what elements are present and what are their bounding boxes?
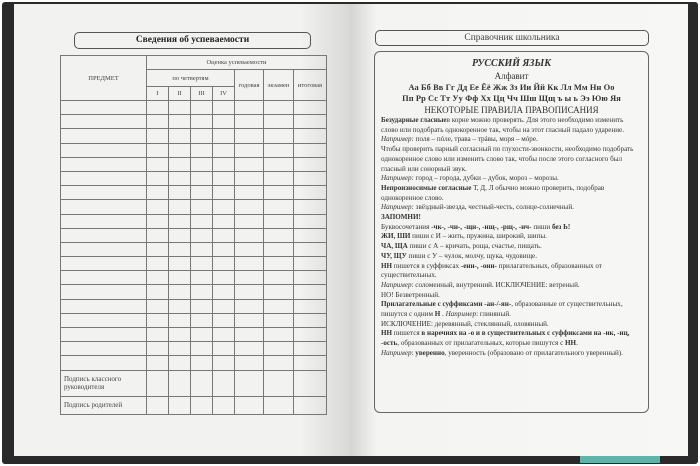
q2-header: II [169,86,191,100]
rule-text: пишется в суффиксах [392,261,461,270]
grade-cell[interactable] [213,328,235,342]
rule-text: пиши с У – чулок, молчу, щука, чудовище. [406,251,537,260]
grade-cell[interactable] [235,129,264,143]
grade-cell[interactable] [191,157,213,171]
rule-text: ЧА, ЩА [381,242,408,251]
grade-cell[interactable] [293,129,326,143]
year-header: годовая [235,70,264,101]
grade-row [61,242,327,256]
rule-text: пиши с А – кричать, роща, счастье, пищать. [407,242,542,251]
rule-text: . [576,339,578,348]
rule-text: Н [434,310,441,319]
grade-cell[interactable] [263,313,293,327]
grade-cell[interactable] [293,115,326,129]
grade-row [61,257,327,271]
rule-text: . [440,310,446,319]
grade-cell[interactable] [263,157,293,171]
signature-cell[interactable] [213,370,235,396]
grade-cell[interactable] [191,171,213,185]
grade-cell[interactable] [293,228,326,242]
rule-paragraph [381,320,642,330]
grade-cell[interactable] [213,313,235,327]
rule-text: Т, Д, Л обычно можно проверить, подобрав однокоренное слово. [381,183,605,202]
rule-text: -чк-, -чн-, -щн-, -нщ-, -рщ-, -нч- [431,222,532,231]
grade-cell[interactable] [213,101,235,115]
grade-cell[interactable] [169,271,191,285]
signature-cell[interactable] [191,396,213,414]
rule-paragraph [381,232,642,242]
grade-cell[interactable] [293,214,326,228]
rule-paragraph [381,329,642,348]
exam-header: экзамен [263,70,293,101]
rule-paragraph [381,213,642,223]
grade-row [61,356,327,370]
grade-cell[interactable] [61,271,147,285]
grade-cell[interactable] [61,328,147,342]
grade-cell[interactable] [169,299,191,313]
grade-cell[interactable] [263,342,293,356]
grade-cell[interactable] [235,257,264,271]
grade-cell[interactable] [263,299,293,313]
grade-cell[interactable] [263,115,293,129]
rule-paragraph [381,242,642,252]
grade-cell[interactable] [263,129,293,143]
rule-paragraph [381,174,642,184]
grade-cell[interactable] [169,257,191,271]
grade-cell[interactable] [235,313,264,327]
grade-cell[interactable] [191,143,213,157]
rule-paragraph [381,291,642,301]
grade-cell[interactable] [213,257,235,271]
grade-cell[interactable] [147,143,169,157]
rule-text: Например [445,310,477,319]
grade-cell[interactable] [191,129,213,143]
grade-cell[interactable] [213,356,235,370]
rule-paragraph [381,300,642,319]
left-page [14,4,350,456]
rule-paragraph [381,252,642,262]
rule-text: Например [381,348,412,357]
rule-text: пиши [531,222,552,231]
rule-paragraph [381,203,642,213]
rule-paragraph [381,223,642,233]
grade-cell[interactable] [191,242,213,256]
grade-cell[interactable] [263,171,293,185]
grade-cell[interactable] [191,257,213,271]
rule-text: Чтобы проверить парный согласный по глухости-звонкости, необходимо подобрать однокоренное слово или изменить слово так, чтобы после этого согласного был гласный или сонорный звук. [381,145,634,173]
signature-label: Подпись родителей [61,396,147,414]
signature-cell[interactable] [147,370,169,396]
signature-cell[interactable] [263,396,293,414]
grade-cell[interactable] [235,342,264,356]
grade-cell[interactable] [61,242,147,256]
alphabet-line: Пп Рр Сс Тт Уу Фф Хх Цц Чч Шш Щщ ъ ы ь Ээ Юю Яя [402,94,621,103]
grade-row [61,228,327,242]
rule-text: ЗАПОМНИ! [381,213,421,222]
grade-cell[interactable] [147,214,169,228]
grade-cell[interactable] [235,186,264,200]
rule-text: ЧУ, ЩУ [381,251,407,260]
grade-cell[interactable] [147,200,169,214]
rule-paragraph [381,184,642,203]
grade-cell[interactable] [235,285,264,299]
signature-label: Подпись классного руководителя [61,370,147,396]
signature-cell[interactable] [191,370,213,396]
grade-cell[interactable] [61,129,147,143]
grade-cell[interactable] [293,200,326,214]
grade-cell[interactable] [147,342,169,356]
rule-text: , уверенность (образовано от прилагательного уверенный). [444,348,623,357]
grade-cell[interactable] [191,101,213,115]
grade-row [61,328,327,342]
grade-cell[interactable] [263,271,293,285]
grade-cell[interactable] [213,115,235,129]
grade-cell[interactable] [147,299,169,313]
grade-cell[interactable] [147,313,169,327]
grade-cell[interactable] [61,257,147,271]
grade-row [61,143,327,157]
grade-cell[interactable] [293,157,326,171]
rule-text: НН [565,339,577,348]
rule-text: Прилагательные с суффиксами -ан-/-ян- [381,300,512,309]
rule-paragraph [381,116,642,135]
grade-cell[interactable] [147,328,169,342]
rule-text: , образованные от существительных, пишутся с одним [381,300,623,319]
grade-cell[interactable] [191,186,213,200]
grades-table [60,55,327,415]
signature-cell[interactable] [235,370,264,396]
rule-text: поля – пóле, трава – трáвы, моря – мóре. [413,135,538,144]
alphabet-line: Аа Бб Вв Гг Дд Ее Ёё Жж Зз Ии Йй Кк Лл Мм Нн Оо [408,83,615,92]
rule-text: Буквосочетания [381,222,432,231]
grades-header: Оценка успеваемости [147,56,327,70]
grade-cell[interactable] [169,200,191,214]
grade-cell[interactable] [263,200,293,214]
grade-cell[interactable] [293,242,326,256]
grade-cell[interactable] [235,157,264,171]
grade-cell[interactable] [213,186,235,200]
grade-cell[interactable] [147,271,169,285]
grade-cell[interactable] [235,214,264,228]
alphabet-title: Алфавит [494,71,529,81]
bookmark-ribbon [580,455,660,463]
grade-cell[interactable] [213,157,235,171]
grade-cell[interactable] [293,171,326,185]
grade-cell[interactable] [61,171,147,185]
grade-cell[interactable] [191,214,213,228]
grade-cell[interactable] [263,356,293,370]
right-page [350,4,688,456]
grade-row [61,285,327,299]
rule-paragraph [381,349,642,359]
reference-title: Справочник школьника [375,30,649,46]
grade-cell[interactable] [263,242,293,256]
grade-cell[interactable] [191,200,213,214]
grade-cell[interactable] [293,328,326,342]
grade-cell[interactable] [293,285,326,299]
grade-cell[interactable] [61,285,147,299]
rule-text: ИСКЛЮЧЕНИЕ: деревянный, стеклянный, оловянный. [381,319,549,328]
grade-cell[interactable] [61,115,147,129]
rule-text: Безударные гласные [381,116,447,124]
grade-cell[interactable] [235,271,264,285]
rule-text: уверенно [415,348,445,357]
grade-cell[interactable] [147,101,169,115]
grade-cell[interactable] [169,342,191,356]
rule-text: в корне можно проверять. Для этого необходимо изменить слово или подобрать однокоренное так, чтобы на этот гласный падало ударение. [381,116,624,134]
rule-text: звёздный-звезда, честный-честь, солнце-солнечный. [413,203,574,212]
signature-cell[interactable] [293,370,326,396]
rule-text: без Ь! [551,222,571,231]
grade-cell[interactable] [191,299,213,313]
rule-text: Например: [381,174,414,183]
grade-cell[interactable] [263,285,293,299]
grade-cell[interactable] [263,101,293,115]
rule-text: ЖИ, ШИ [381,232,411,241]
grade-row [61,157,327,171]
grade-cell[interactable] [293,313,326,327]
grade-row [61,214,327,228]
grade-cell[interactable] [235,115,264,129]
grade-cell[interactable] [293,186,326,200]
subject-header: ПРЕДМЕТ [61,56,147,101]
rule-text: Например [381,280,412,289]
grade-cell[interactable] [213,171,235,185]
grade-row [61,186,327,200]
rule-text: : соломенный, внутренний. ИСКЛЮЧЕНИЕ: ветреный. [411,280,580,289]
rule-text: : [411,348,416,357]
grade-cell[interactable] [263,214,293,228]
rule-text: Непроизносимые согласные [381,183,472,192]
grade-cell[interactable] [191,313,213,327]
grade-cell[interactable] [235,200,264,214]
grade-row [61,129,327,143]
grade-cell[interactable] [263,186,293,200]
grade-cell[interactable] [235,242,264,256]
rule-paragraph [381,135,642,145]
rules-title: НЕКОТОРЫЕ ПРАВИЛА ПРАВОПИСАНИЯ [424,105,599,115]
rule-text: НО! Безветренный. [381,290,440,299]
rule-text: НН [381,329,393,338]
grade-cell[interactable] [147,171,169,185]
grade-cell[interactable] [293,143,326,157]
section-title: РУССКИЙ ЯЗЫК [472,58,551,69]
grade-cell[interactable] [169,101,191,115]
grade-row [61,313,327,327]
grade-cell[interactable] [263,257,293,271]
grade-cell[interactable] [191,342,213,356]
grade-cell[interactable] [147,129,169,143]
rule-text: пишется [392,329,422,338]
grade-cell[interactable] [213,342,235,356]
grade-cell[interactable] [147,285,169,299]
grade-cell[interactable] [293,271,326,285]
grade-cell[interactable] [293,299,326,313]
grade-cell[interactable] [235,143,264,157]
grade-cell[interactable] [61,356,147,370]
signature-cell[interactable] [213,396,235,414]
grade-cell[interactable] [293,257,326,271]
grade-cell[interactable] [191,285,213,299]
grade-cell[interactable] [61,228,147,242]
q4-header: IV [213,86,235,100]
grade-cell[interactable] [213,143,235,157]
grade-cell[interactable] [293,342,326,356]
signature-cell[interactable] [293,396,326,414]
grade-cell[interactable] [235,356,264,370]
grade-cell[interactable] [61,200,147,214]
grade-cell[interactable] [169,328,191,342]
grade-cell[interactable] [191,271,213,285]
grade-cell[interactable] [293,356,326,370]
rule-text: -енн-, -онн- [460,261,497,270]
grade-cell[interactable] [235,101,264,115]
parents-signature-row [61,396,327,414]
grade-cell[interactable] [169,313,191,327]
grade-cell[interactable] [191,356,213,370]
grade-cell[interactable] [169,285,191,299]
teacher-signature-row [61,370,327,396]
grade-cell[interactable] [147,157,169,171]
grade-cell[interactable] [147,228,169,242]
rule-text: Например: [381,135,414,144]
grade-cell[interactable] [147,257,169,271]
grade-cell[interactable] [213,129,235,143]
grade-cell[interactable] [169,214,191,228]
grade-row [61,299,327,313]
grade-cell[interactable] [147,186,169,200]
grade-cell[interactable] [169,356,191,370]
grade-row [61,271,327,285]
grade-cell[interactable] [235,328,264,342]
grade-cell[interactable] [169,186,191,200]
grade-cell[interactable] [191,328,213,342]
grade-cell[interactable] [169,157,191,171]
grade-cell[interactable] [61,101,147,115]
grade-cell[interactable] [147,242,169,256]
grade-cell[interactable] [213,285,235,299]
grade-cell[interactable] [169,115,191,129]
rule-text: Например: [381,203,414,212]
rule-text: пиши с И – жить, пружина, широкий, шипы. [410,232,547,241]
grade-cell[interactable] [213,271,235,285]
grade-row [61,342,327,356]
quarters-header: по четвертям [147,70,235,87]
rule-paragraph [381,262,642,281]
grade-cell[interactable] [213,200,235,214]
grade-cell[interactable] [213,228,235,242]
grade-cell[interactable] [213,242,235,256]
grade-cell[interactable] [61,186,147,200]
signature-cell[interactable] [263,370,293,396]
grade-cell[interactable] [61,299,147,313]
grade-cell[interactable] [213,214,235,228]
grade-cell[interactable] [263,143,293,157]
grade-cell[interactable] [169,242,191,256]
rule-text: город – города, дубки – дубок, мороз – морозы. [413,174,559,183]
signature-cell[interactable] [235,396,264,414]
grade-cell[interactable] [147,356,169,370]
grade-cell[interactable] [61,214,147,228]
grade-cell[interactable] [191,115,213,129]
signature-cell[interactable] [169,370,191,396]
grade-cell[interactable] [235,228,264,242]
rule-text: прилагательных, образованных от существительных. [381,261,602,280]
grade-cell[interactable] [61,313,147,327]
rule-text: НН [381,261,393,270]
grade-cell[interactable] [169,143,191,157]
grade-cell[interactable] [169,171,191,185]
grade-row [61,101,327,115]
russian-reference [374,51,649,413]
grade-cell[interactable] [263,228,293,242]
grade-cell[interactable] [169,228,191,242]
grade-cell[interactable] [191,228,213,242]
grade-cell[interactable] [169,129,191,143]
grades-title: Сведения об успеваемости [74,32,311,49]
grade-row [61,171,327,185]
q3-header: III [191,86,213,100]
rule-text: , образованных от прилагательных, которые пишутся с [397,339,566,348]
grade-cell[interactable] [147,115,169,129]
grade-cell[interactable] [235,299,264,313]
grade-row [61,115,327,129]
rule-paragraph [381,281,642,291]
rule-paragraph [381,145,642,174]
grade-cell[interactable] [213,299,235,313]
grade-cell[interactable] [263,328,293,342]
grade-cell[interactable] [293,101,326,115]
q1-header: I [147,86,169,100]
grade-row [61,200,327,214]
grade-cell[interactable] [61,157,147,171]
signature-cell[interactable] [169,396,191,414]
rule-text: в наречиях на -о и в существительных с суффиксами на -ик, -иц, -ость [381,329,630,348]
final-header: итоговая [293,70,326,101]
grade-cell[interactable] [235,171,264,185]
grade-cell[interactable] [61,143,147,157]
signature-cell[interactable] [147,396,169,414]
grade-cell[interactable] [61,342,147,356]
rule-text: : глиняный. [476,310,511,319]
